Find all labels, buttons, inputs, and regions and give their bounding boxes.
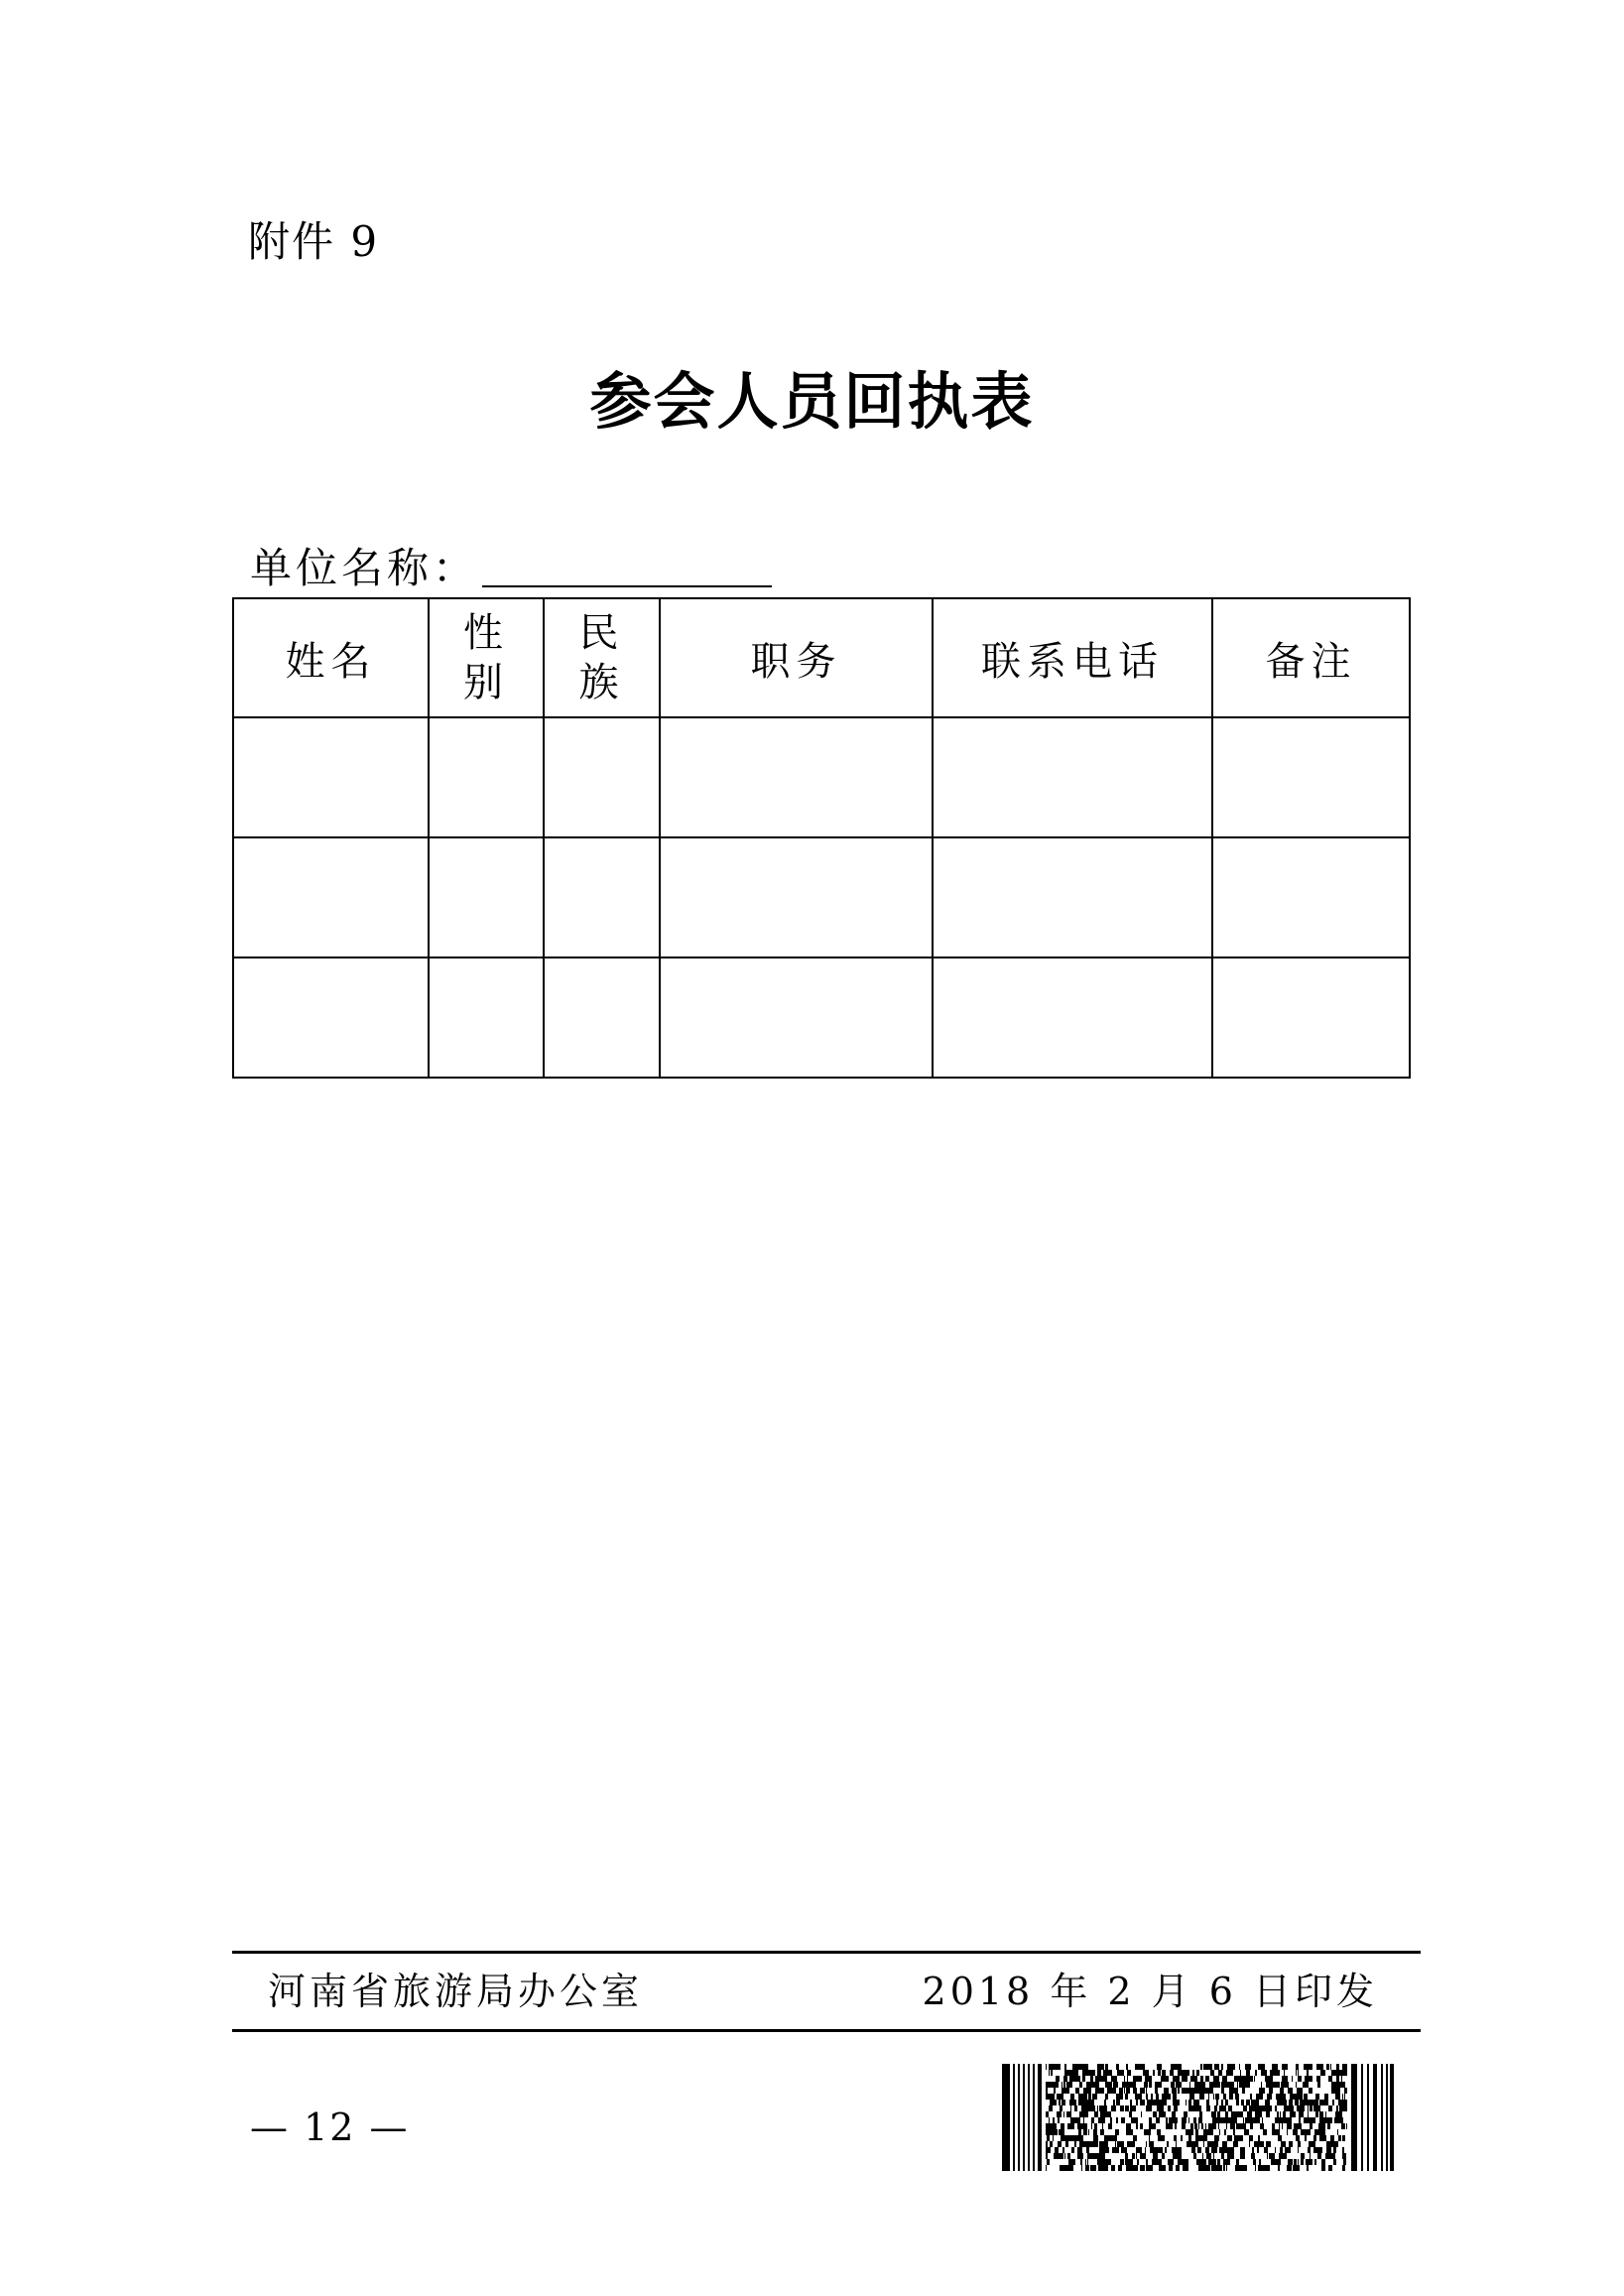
table-cell[interactable] [660,837,933,957]
pdf417-barcode-icon [1002,2064,1394,2171]
table-cell[interactable] [429,837,544,957]
table-cell[interactable] [544,957,660,1078]
table-cell[interactable] [933,957,1212,1078]
table-cell[interactable] [1212,837,1410,957]
table-cell[interactable] [1212,957,1410,1078]
table-cell[interactable] [933,717,1212,837]
unit-name-label: 单位名称： [250,544,479,592]
header-phone: 联系电话 [933,598,1212,717]
table-cell[interactable] [429,717,544,837]
table-row [233,957,1410,1078]
page-title: 参会人员回执表 [589,365,1035,438]
unit-name-blank[interactable] [482,585,772,587]
table-cell[interactable] [429,957,544,1078]
issue-date: 2018 年 2 月 6 日印发 [922,1970,1378,2013]
header-ethnicity [544,598,660,717]
table-cell[interactable] [933,837,1212,957]
footer-divider-bottom [232,2029,1421,2032]
table-header-row [233,598,1410,717]
table-cell[interactable] [1212,717,1410,837]
table-cell[interactable] [660,957,933,1078]
header-name: 姓名 [233,598,429,717]
table-cell[interactable] [544,837,660,957]
table-cell[interactable] [544,717,660,837]
header-position: 职务 [660,598,933,717]
table-cell[interactable] [233,957,429,1078]
page-number: — 12 — [250,2105,410,2149]
unit-name-row [250,542,772,595]
header-gender-line2: 别 [463,660,509,705]
table-cell[interactable] [233,837,429,957]
header-gender [429,598,544,717]
issuing-office: 河南省旅游局办公室 [268,1970,644,2013]
header-ethnicity-line1: 民 [578,610,625,656]
table-row [233,837,1410,957]
header-gender-line1: 性 [463,610,509,656]
table-cell[interactable] [233,717,429,837]
attendee-table [232,597,1411,1079]
attachment-label: 附件 9 [248,217,380,266]
table-row [233,717,1410,837]
footer-divider-top [232,1951,1421,1954]
header-ethnicity-line2: 族 [578,660,625,705]
header-remarks: 备注 [1212,598,1410,717]
table-cell[interactable] [660,717,933,837]
